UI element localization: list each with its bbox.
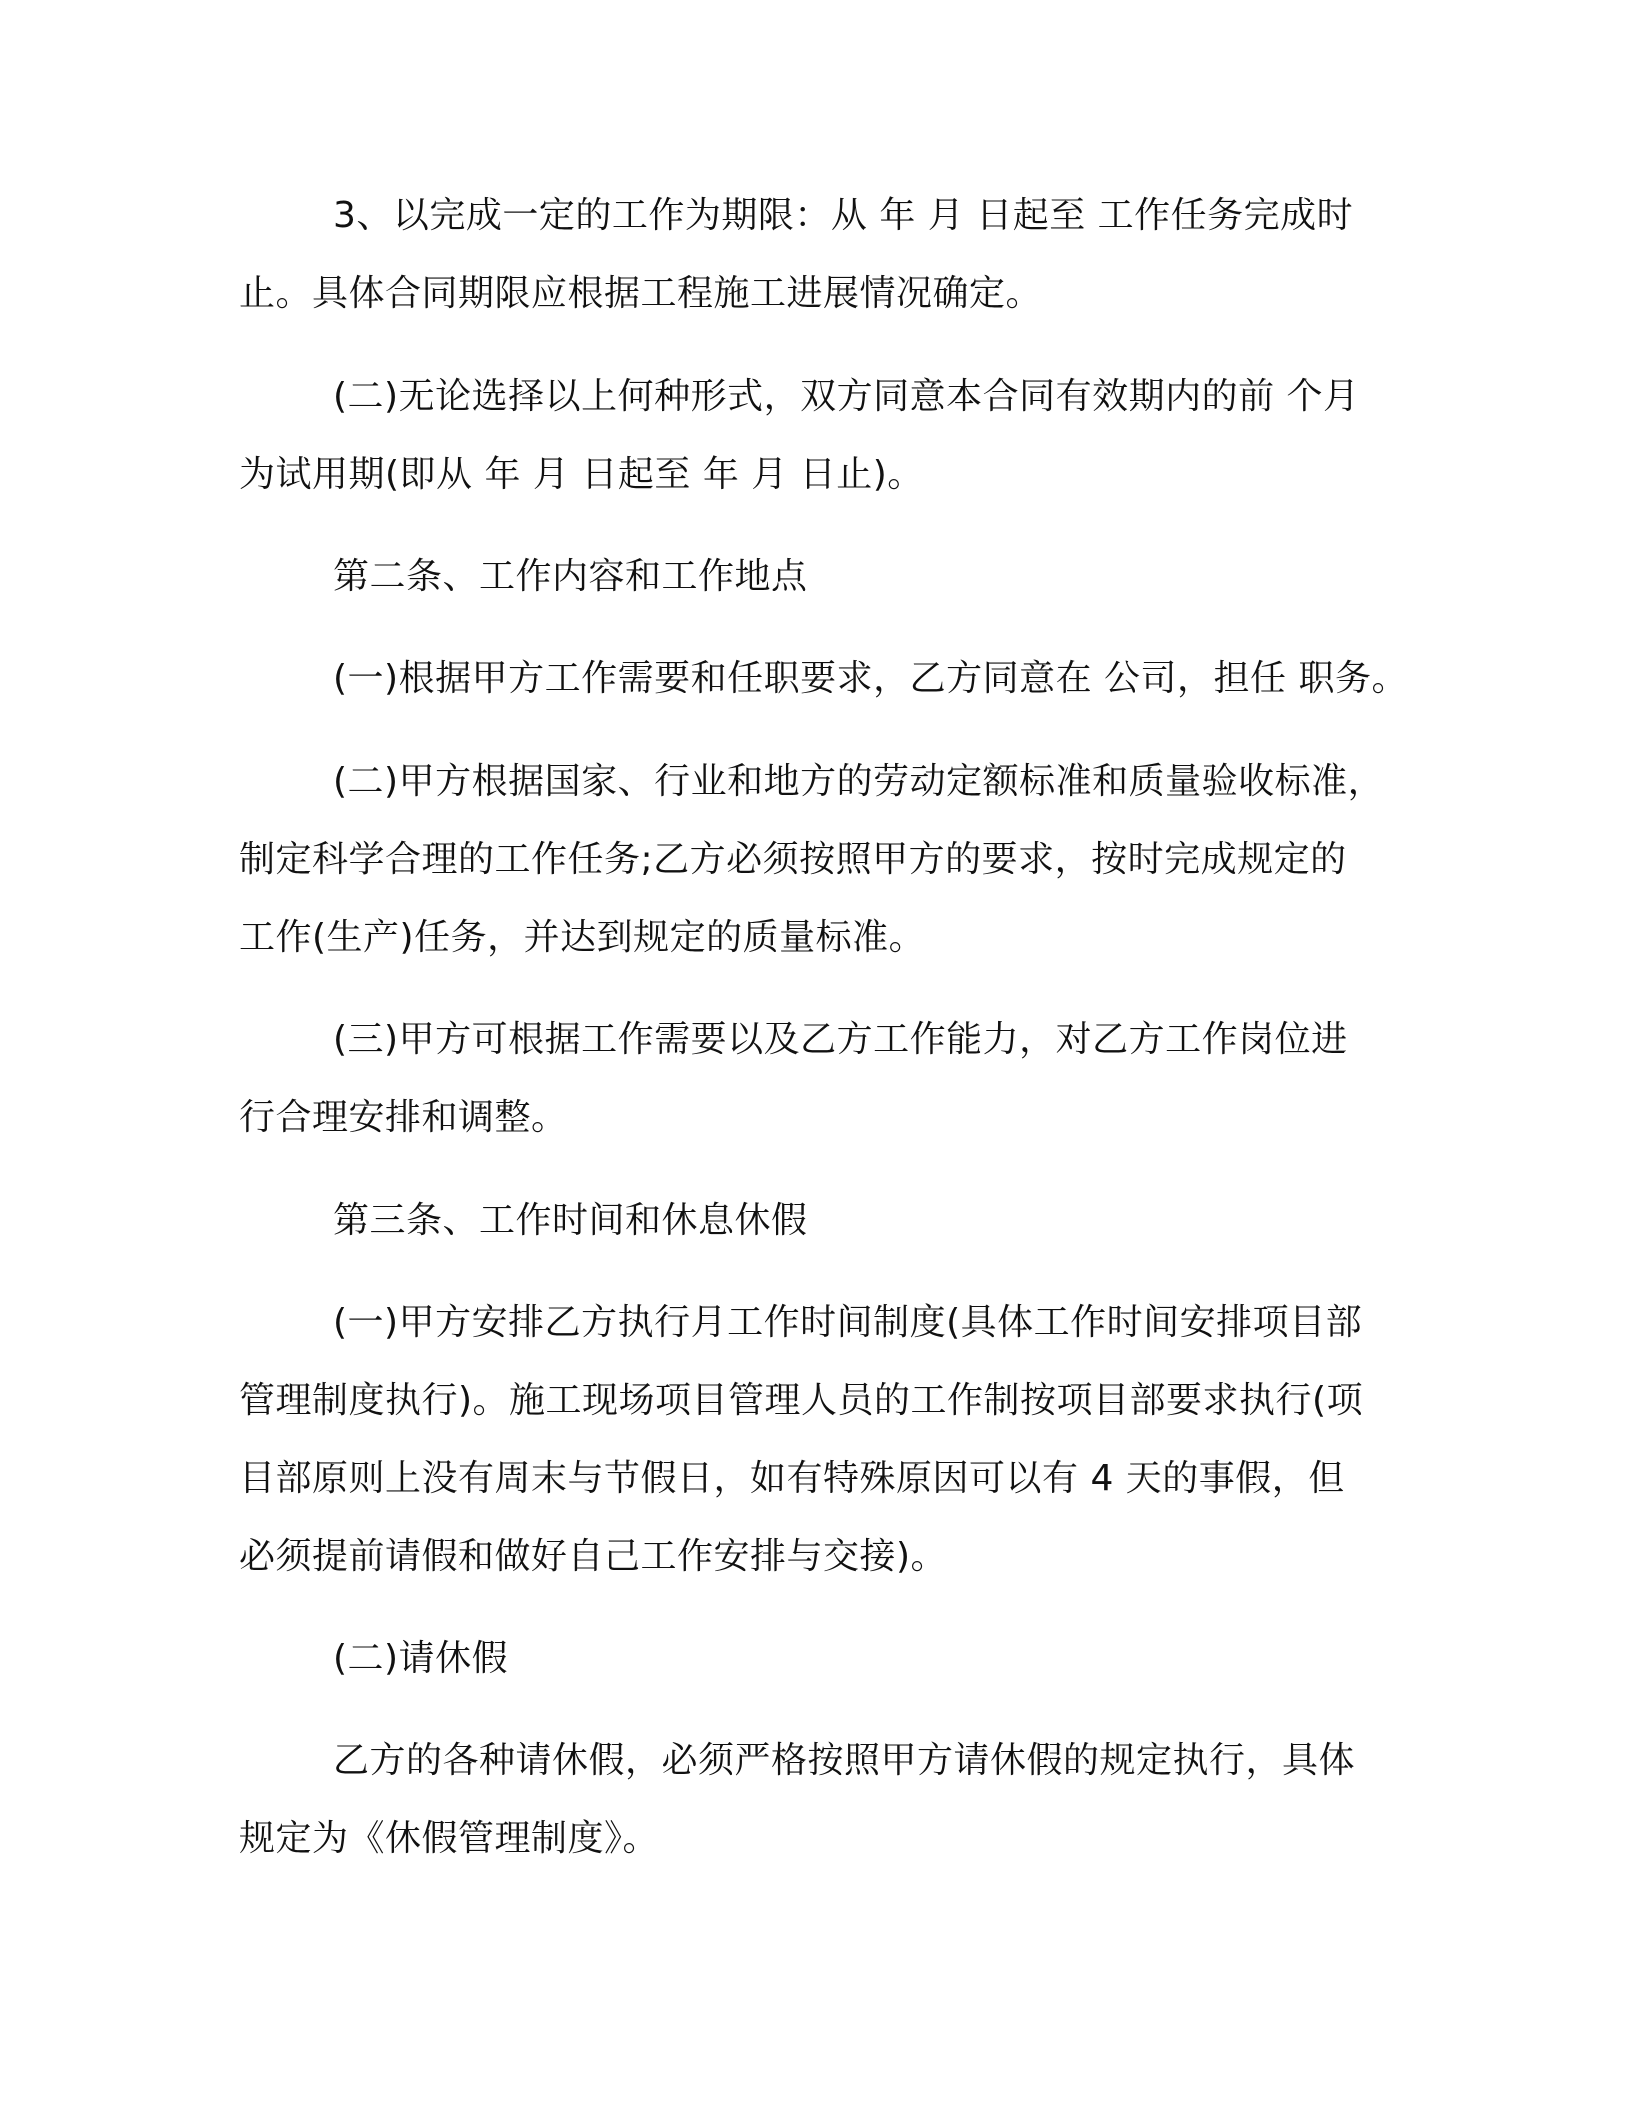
text-line: 止。具体合同期限应根据工程施工进展情况确定。 <box>239 273 1043 314</box>
text-line: (二)无论选择以上何种形式，双方同意本合同有效期内的前 个月 <box>333 376 1360 417</box>
text-line: 规定为《休假管理制度》。 <box>239 1818 660 1859</box>
text-line: (一)根据甲方工作需要和任职要求，乙方同意在 公司，担任 职务。 <box>333 658 1408 699</box>
text-line: 必须提前请假和做好自己工作安排与交接)。 <box>239 1536 948 1577</box>
text-line: 目部原则上没有周末与节假日，如有特殊原因可以有 4 天的事假，但 <box>239 1458 1345 1499</box>
section-subheading: (二)请休假 <box>333 1638 509 1679</box>
text-line: 行合理安排和调整。 <box>239 1097 568 1138</box>
text-line: 管理制度执行)。施工现场项目管理人员的工作制按项目部要求执行(项 <box>239 1380 1364 1421</box>
text-line: 3、以完成一定的工作为期限：从 年 月 日起至 工作任务完成时 <box>333 195 1354 236</box>
section-heading: 第二条、工作内容和工作地点 <box>333 556 808 597</box>
text-line: (一)甲方安排乙方执行月工作时间制度(具体工作时间安排项目部 <box>333 1302 1363 1343</box>
text-line: (二)甲方根据国家、行业和地方的劳动定额标准和质量验收标准， <box>333 761 1385 802</box>
text-line: 制定科学合理的工作任务;乙方必须按照甲方的要求，按时完成规定的 <box>239 839 1347 880</box>
text-line: (三)甲方可根据工作需要以及乙方工作能力，对乙方工作岗位进 <box>333 1019 1348 1060</box>
section-heading: 第三条、工作时间和休息休假 <box>333 1200 808 1241</box>
text-line: 工作(生产)任务，并达到规定的质量标准。 <box>239 917 926 958</box>
text-line: 为试用期(即从 年 月 日起至 年 月 日止)。 <box>239 454 924 495</box>
text-line: 乙方的各种请休假，必须严格按照甲方请休假的规定执行，具体 <box>333 1740 1356 1781</box>
